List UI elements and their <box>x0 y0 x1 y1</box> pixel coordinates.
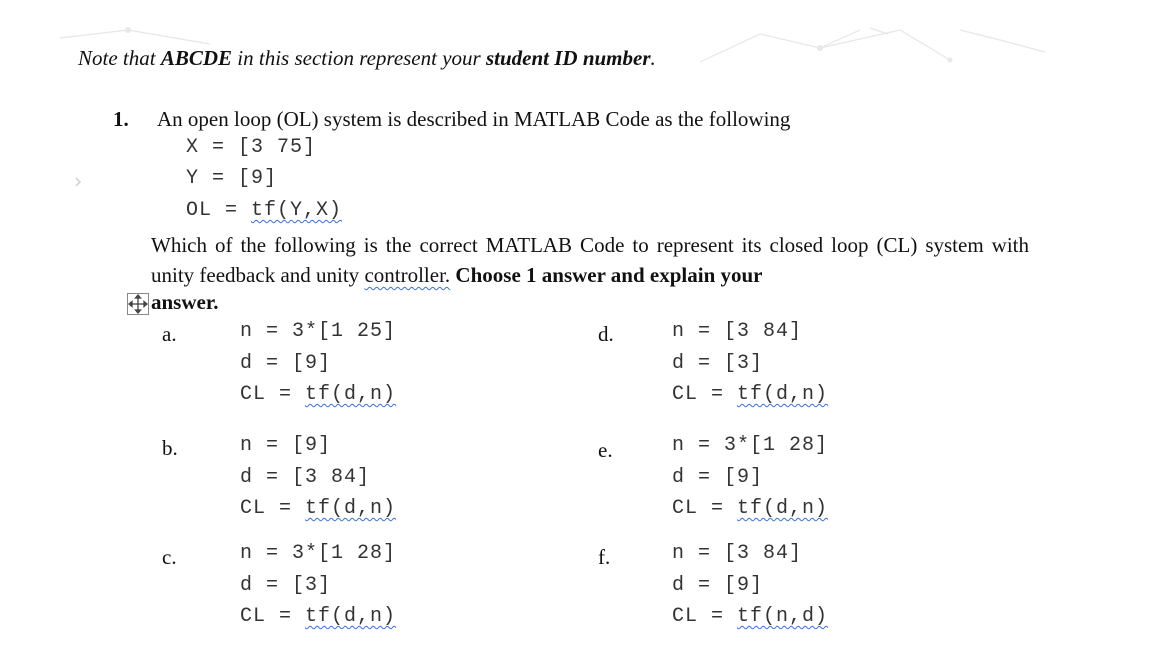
note-end: . <box>650 46 656 70</box>
note-prefix: Note that <box>78 46 161 70</box>
code-line-ol <box>186 199 342 222</box>
table-move-handle-icon[interactable] <box>127 293 149 315</box>
option-c-d: d = [3] <box>240 574 332 597</box>
option-a-cl-prefix: CL = <box>240 383 306 406</box>
option-d-d: d = [3] <box>672 352 764 375</box>
option-b-cl-prefix: CL = <box>240 497 306 520</box>
option-f-cl-fn: tf(n,d) <box>737 605 829 628</box>
question-text: An open loop (OL) system is described in MATLAB Code as the following <box>157 107 791 131</box>
option-a-cl-fn: tf(d,n) <box>305 383 397 406</box>
section-note <box>78 46 656 71</box>
note-middle: in this section represent your <box>232 46 486 70</box>
para-main: Which of the following is the correct MATLAB Code to represent its closed loop (CL) system with unity feedback and unity <box>151 233 1029 287</box>
note-abcde: ABCDE <box>160 46 233 70</box>
option-b-n: n = [9] <box>240 434 332 457</box>
option-c-label: c. <box>162 545 177 569</box>
code-line-x: X = [3 75] <box>186 136 317 159</box>
option-c-cl-fn: tf(d,n) <box>305 605 397 628</box>
code-ol-prefix: OL = <box>186 199 252 222</box>
option-d-cl-fn: tf(d,n) <box>737 383 829 406</box>
option-a-d: d = [9] <box>240 352 332 375</box>
option-a-label: a. <box>162 322 177 346</box>
option-b-d: d = [3 84] <box>240 466 371 489</box>
code-ol-fn: tf(Y,X) <box>251 199 343 222</box>
option-b-cl <box>240 497 396 520</box>
question-paragraph <box>151 230 1029 290</box>
option-c-cl-prefix: CL = <box>240 605 306 628</box>
note-student-id: student ID number <box>485 46 651 70</box>
option-e-cl-prefix: CL = <box>672 497 738 520</box>
option-d-cl <box>672 383 828 406</box>
option-e-label: e. <box>598 438 613 462</box>
option-f-cl <box>672 605 828 628</box>
option-b-cl-fn: tf(d,n) <box>305 497 397 520</box>
para-choose: Choose 1 answer and explain your <box>450 263 763 287</box>
option-f-cl-prefix: CL = <box>672 605 738 628</box>
option-e-cl <box>672 497 828 520</box>
code-line-y: Y = [9] <box>186 167 278 190</box>
option-d-n: n = [3 84] <box>672 320 803 343</box>
option-e-n: n = 3*[1 28] <box>672 434 829 457</box>
option-f-d: d = [9] <box>672 574 764 597</box>
option-d-label: d. <box>598 322 614 346</box>
option-a-n: n = 3*[1 25] <box>240 320 397 343</box>
question-number: 1. <box>113 107 129 131</box>
option-e-d: d = [9] <box>672 466 764 489</box>
option-e-cl-fn: tf(d,n) <box>737 497 829 520</box>
option-a-cl <box>240 383 396 406</box>
option-d-cl-prefix: CL = <box>672 383 738 406</box>
option-b-label: b. <box>162 436 178 460</box>
answer-word: answer. <box>151 290 219 314</box>
option-f-label: f. <box>598 545 611 569</box>
para-controller: controller. <box>364 263 451 287</box>
option-c-cl <box>240 605 396 628</box>
option-c-n: n = 3*[1 28] <box>240 542 397 565</box>
option-f-n: n = [3 84] <box>672 542 803 565</box>
